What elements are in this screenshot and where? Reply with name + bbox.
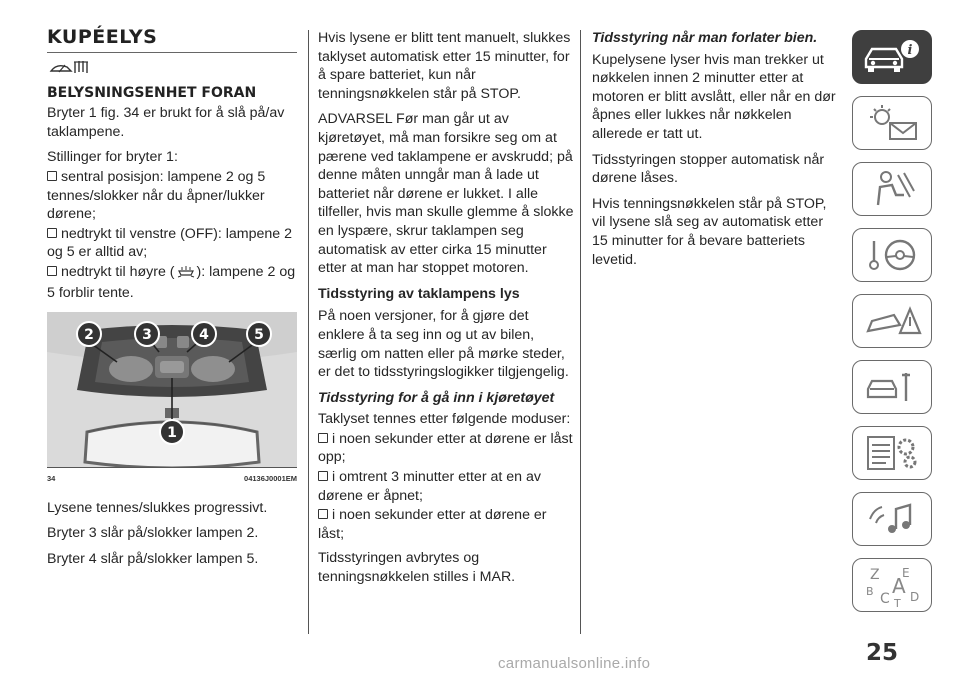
callout-4: 4 <box>199 327 209 344</box>
column-left <box>47 28 297 576</box>
index-letter: T <box>894 597 901 607</box>
section-heading: Tidsstyring av taklampens lys <box>318 285 520 302</box>
figure-number: 34 <box>47 474 56 484</box>
index-letter: D <box>910 590 920 604</box>
multimedia-icon <box>860 499 924 539</box>
bullet-icon <box>318 471 328 481</box>
tab-car-info[interactable] <box>852 30 932 84</box>
watermark: carmanualsonline.info <box>498 655 651 672</box>
paragraph: Tidsstyringen stopper automatisk når dørene låses. <box>592 151 825 187</box>
paragraph: Hvis lysene er blitt tent manuelt, slukkes taklyset automatisk etter 15 minutter, for å spare batteriet, kun når tenningsnøkkelen står på STOP. <box>318 30 571 102</box>
list-item: i omtrent 3 minutter etter at en av dørene er åpnet; <box>318 469 541 504</box>
tab-maintenance[interactable] <box>852 360 932 414</box>
section-heading: Tidsstyring for å gå inn i kjøretøyet <box>318 389 555 406</box>
column-middle <box>318 29 574 594</box>
paragraph: Stillinger for bryter 1: <box>47 149 178 166</box>
figure-code: 04136J0001EM <box>244 474 297 484</box>
index-letter: A <box>892 574 906 598</box>
car-info-icon <box>860 37 924 77</box>
list-item: i noen sekunder etter at dørene er låst opp; <box>318 430 573 466</box>
index-letter: C <box>880 591 890 607</box>
door-lamp-icon <box>175 265 197 284</box>
column-divider <box>580 30 581 634</box>
tab-safety[interactable] <box>852 162 932 216</box>
callout-3: 3 <box>142 327 152 344</box>
svg-text:i: i <box>907 43 913 58</box>
paragraph: Tidsstyringen avbrytes og tenningsnøkkelen stilles i MAR. <box>318 550 516 586</box>
list-item: i noen sekunder etter at dørene er låst; <box>318 507 547 542</box>
callout-1: 1 <box>167 425 177 442</box>
lights-message-icon <box>860 103 924 143</box>
maintenance-icon <box>860 367 924 407</box>
paragraph: Lysene tennes/slukkes progressivt. <box>47 499 268 516</box>
chapter-tabs <box>852 30 932 624</box>
list-item: nedtrykt til venstre (OFF): lampene 2 og 5 er alltid av; <box>47 225 293 261</box>
specs-icon <box>860 433 924 473</box>
paragraph: ADVARSEL Før man går ut av kjøretøyet, må man forsikre seg om at pærene ved taklampene er avskrudd; på denne måten unngår man å lade ut batteriet når dørene er lukket. I alle tilfeller, hvis man skulle glemme å slokke en lyspære, skrur taklampen seg automatisk av etter cirka 15 minutter etter at man har stoppet motoren. <box>318 111 574 277</box>
paragraph: Hvis tenningsnøkkelen står på STOP, vil lysene slå seg av automatisk etter 15 minutter for å bevare batteriets levetid. <box>592 195 827 268</box>
paragraph: Bryter 1 fig. 34 er brukt for å slå på/av taklampene. <box>47 105 285 140</box>
page-number: 25 <box>866 640 899 666</box>
paragraph: Bryter 3 slår på/slokker lampen 2. <box>47 525 259 542</box>
bullet-icon <box>47 171 57 181</box>
bullet-icon <box>47 228 57 238</box>
bullet-icon <box>318 509 328 519</box>
column-right <box>592 29 838 276</box>
paragraph: På noen versjoner, for å gjøre det enklere å ta seg inn og ut av bilen, særlig om natten eller på mørke steder, er det to tidsstyringslogikker tilgjengelig. <box>318 308 569 381</box>
emergency-icon <box>860 301 924 341</box>
index-letter: E <box>902 566 910 580</box>
figure-overhead-console <box>47 312 297 467</box>
index-icon <box>860 563 924 607</box>
paragraph: Bryter 4 slår på/slokker lampen 5. <box>47 550 259 567</box>
safety-airbag-icon <box>860 169 924 209</box>
list-item: nedtrykt til høyre ( ): lampene 2 og 5 forblir tente. <box>47 263 296 301</box>
index-letter: B <box>866 585 874 598</box>
callout-5: 5 <box>254 327 264 344</box>
column-divider <box>308 30 309 634</box>
interior-light-icon <box>49 59 297 81</box>
bullet-icon <box>318 433 328 443</box>
paragraph: Kupelysene lyser hvis man trekker ut nøkkelen innen 2 minutter etter at motoren er blitt avslått, eller når en dør åpnes eller lukkes når nøkkelen allerede er tatt ut. <box>592 51 836 142</box>
index-letter: Z <box>870 567 880 583</box>
tab-multimedia[interactable] <box>852 492 932 546</box>
tab-lights-messages[interactable] <box>852 96 932 150</box>
section-subtitle: BELYSNINGSENHET FORAN <box>47 85 257 102</box>
paragraph: Taklyset tennes etter følgende moduser: <box>318 411 571 428</box>
tab-index[interactable] <box>852 558 932 612</box>
tab-technical-specs[interactable] <box>852 426 932 480</box>
list-item: sentral posisjon: lampene 2 og 5 tennes/slokker når du åpner/lukker dørene; <box>47 168 266 223</box>
section-heading: Tidsstyring når man forlater bien. <box>592 30 818 46</box>
tab-starting-driving[interactable] <box>852 228 932 282</box>
section-title: KUPÉELYS <box>47 28 297 53</box>
bullet-icon <box>47 266 57 276</box>
callout-2: 2 <box>84 327 94 344</box>
tab-emergency[interactable] <box>852 294 932 348</box>
figure-caption <box>47 467 297 489</box>
key-steering-icon <box>860 235 924 275</box>
